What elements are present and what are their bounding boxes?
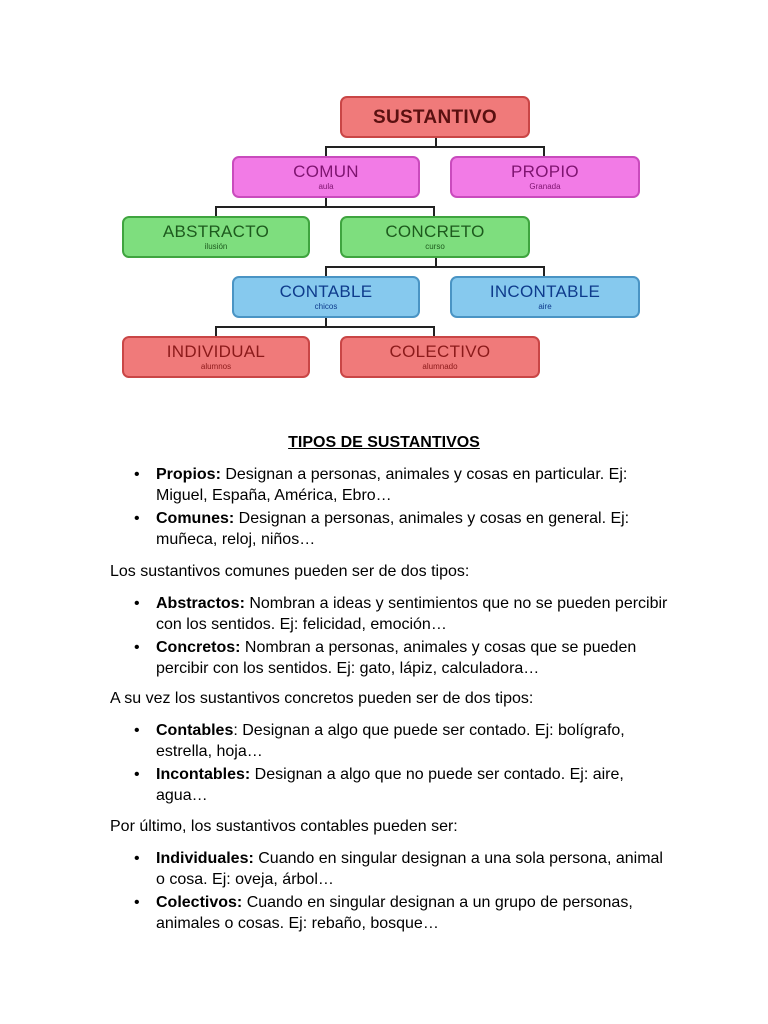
list-term: Individuales: [156,850,254,867]
list-text: Cuando en singular designan a un grupo de personas, animales o cosas. Ej: rebaño, bosque… [156,894,633,932]
paragraph: A su vez los sustantivos concretos pueden ser de dos tipos: [110,690,534,707]
node-example: curso [425,242,445,251]
node-label: COMUN [293,162,359,181]
list-contables-incontables [110,720,670,808]
node-label: COLECTIVO [389,342,491,361]
node-label: INCONTABLE [489,282,601,301]
connector-line [325,146,327,156]
node-example: alumnos [200,362,232,371]
list-item [110,508,670,550]
connector-line [215,326,435,328]
list-text: Nombran a personas, animales y cosas que se pueden percibir con los sentidos. Ej: gato, lápiz, calculadora… [156,639,637,677]
list-term: Propios: [156,466,221,483]
node-example: aire [538,302,552,311]
connector-line [543,266,545,276]
node-example: chicos [314,302,338,311]
node-label: PROPIO [511,162,579,181]
list-term: Abstractos: [156,595,245,612]
node-label: CONCRETO [385,222,485,241]
node-example: Granada [529,182,561,191]
connector-line [215,206,435,208]
list-term: Incontables: [156,766,251,783]
list-term: Concretos: [156,639,241,656]
node-example: ilusión [204,242,228,251]
list-item [110,892,670,934]
node-example: aula [318,182,334,191]
node-example: alumnado [422,362,458,371]
document-title: TIPOS DE SUSTANTIVOS [288,434,480,451]
node-label: INDIVIDUAL [166,342,266,361]
node-sustantivo [340,96,530,138]
node-incontable [450,276,640,318]
list-item [110,464,670,506]
connector-line [433,206,435,216]
connector-line [215,326,217,336]
node-concreto [340,216,530,258]
node-colectivo [340,336,540,378]
list-term: Comunes: [156,510,235,527]
node-abstracto [122,216,310,258]
node-comun [232,156,420,198]
node-individual [122,336,310,378]
list-item [110,637,670,679]
list-term: Contables [156,722,234,739]
node-label: CONTABLE [279,282,373,301]
node-contable [232,276,420,318]
paragraph: Los sustantivos comunes pueden ser de dos tipos: [110,563,470,580]
list-term: Colectivos: [156,894,243,911]
list-item [110,848,670,890]
list-text: Nombran a ideas y sentimientos que no se pueden percibir con los sentidos. Ej: felicidad, emoción… [156,595,668,633]
paragraph: Por último, los sustantivos contables pueden ser: [110,818,458,835]
list-propios-comunes [110,464,670,552]
connector-line [433,326,435,336]
sustantivo-diagram [110,86,650,386]
list-individuales-colectivos [110,848,670,936]
list-item [110,764,670,806]
list-text: Designan a personas, animales y cosas en general. Ej: muñeca, reloj, niños… [156,510,630,548]
list-text: Cuando en singular designan a una sola persona, animal o cosa. Ej: oveja, árbol… [156,850,663,888]
node-label: ABSTRACTO [162,222,270,241]
node-label: SUSTANTIVO [372,106,498,128]
list-item [110,593,670,635]
connector-line [215,206,217,216]
connector-line [325,266,545,268]
connector-line [325,266,327,276]
node-propio [450,156,640,198]
connector-line [325,146,545,148]
list-text: Designan a algo que no puede ser contado. Ej: aire, agua… [156,766,624,804]
list-text: : Designan a algo que puede ser contado. Ej: bolígrafo, estrella, hoja… [156,722,625,760]
connector-line [543,146,545,156]
list-abstractos-concretos [110,593,670,681]
list-text: Designan a personas, animales y cosas en particular. Ej: Miguel, España, América, Ebro… [156,466,628,504]
list-item [110,720,670,762]
